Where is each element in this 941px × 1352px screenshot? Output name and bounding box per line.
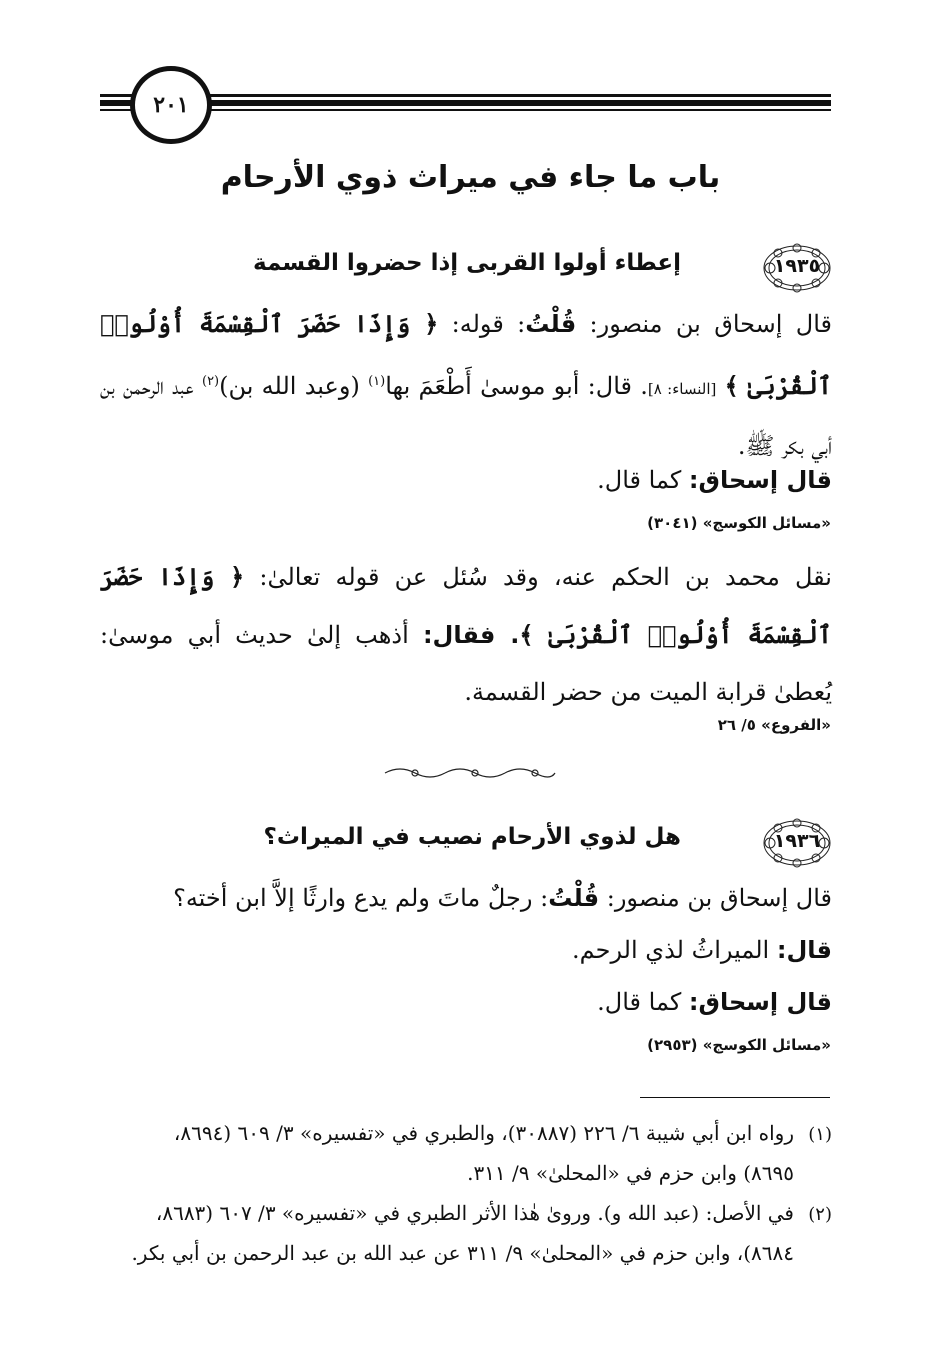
footnote-marker[interactable]: (١) bbox=[368, 374, 386, 389]
quran-quote: ﴿ وَإِذَا حَضَرَ ٱلْقِسْمَةَ أُوْلُوا۟ ٱلْقُرْبَىٰ ﴾ bbox=[100, 309, 832, 400]
speaker-label: قال إسحاق: bbox=[688, 466, 832, 494]
page-number: ٢٠١ bbox=[130, 66, 212, 144]
verse-reference: [النساء: ٨] bbox=[647, 380, 717, 398]
paragraph: قال إسحاق: كما قال. bbox=[597, 466, 832, 494]
footnote-number: (١) bbox=[808, 1124, 832, 1145]
section-heading: إعطاء أولوا القربى إذا حضروا القسمة bbox=[253, 250, 681, 276]
section-heading: هل لذوي الأرحام نصيب في الميراث؟ bbox=[263, 824, 681, 850]
entry-number: ١٩٣٥ bbox=[773, 255, 821, 277]
footnote: (٢)في الأصل: (عبد الله و). وروىٰ هٰذا الأثر الطبري في «تفسيره» ٣/ ٦٠٧ (٨٦٨٣، ٨٦٨٤)، وابن حزم في «المحلىٰ» ٩/ ٣١١ عن عبد الله بن عبد الرحمن بن أبي بكر. bbox=[100, 1194, 832, 1272]
speaker-label: . فقال: bbox=[422, 621, 520, 649]
entry-number-badge bbox=[762, 818, 832, 868]
section-divider-icon bbox=[380, 765, 560, 781]
footnote-number: (٢) bbox=[808, 1204, 832, 1225]
chapter-title: باب ما جاء في ميراث ذوي الأرحام bbox=[220, 160, 721, 195]
speaker-label: قال: bbox=[776, 936, 832, 964]
footnote-marker[interactable]: (٢) bbox=[201, 374, 220, 389]
paragraph: قال إسحاق: كما قال. bbox=[597, 988, 832, 1016]
entry-number: ١٩٣٦ bbox=[773, 830, 821, 852]
paragraph: قال: الميراثُ لذي الرحم. bbox=[572, 936, 832, 964]
source-citation: «مسائل الكوسج» (٢٩٥٣) bbox=[647, 1036, 831, 1054]
paragraph: نقل محمد بن الحكم عنه، وقد سُئل عن قوله تعالىٰ: ﴿ وَإِذَا حَضَرَ ٱلْقِسْمَةَ أُوْلُوا۟ ٱلْقُرْبَىٰ ﴾. فقال: أذهب إلىٰ حديث أبي موسىٰ: يُعطىٰ قرابة الميت من حضر القسمة. bbox=[100, 562, 832, 706]
source-citation: «الفروع» ٥/ ٢٦ bbox=[717, 716, 831, 734]
entry-number-badge bbox=[762, 243, 832, 293]
quran-quote: ﴿ وَإِذَا حَضَرَ ٱلْقِسْمَةَ أُوْلُوا۟ ٱلْقُرْبَىٰ ﴾ bbox=[100, 562, 832, 649]
footnote-separator bbox=[640, 1097, 830, 1098]
paragraph: قال إسحاق بن منصور: قُلْتُ: قوله: ﴿ وَإِذَا حَضَرَ ٱلْقِسْمَةَ أُوْلُوا۟ ٱلْقُرْبَىٰ ﴾ [النساء: ٨]. قال: أبو موسىٰ أَطْعَمَ بها$^{(١)}$ (وعبد الله بن)$^{(٢)}$ عبد الرحمن بن أبي بكر ﷺ. bbox=[100, 309, 832, 460]
source-citation: «مسائل الكوسج» (٣٠٤١) bbox=[647, 514, 831, 532]
paragraph: قال إسحاق بن منصور: قُلْتُ: رجلٌ ماتَ ولم يدع وارثًا إلاَّ ابن أخته؟ bbox=[173, 884, 832, 912]
footnote: (١)رواه ابن أبي شيبة ٦/ ٢٢٦ (٣٠٨٨٧)، والطبري في «تفسيره» ٣/ ٦٠٩ (٨٦٩٤، ٨٦٩٥) وابن حزم في «المحلىٰ» ٩/ ٣١١. bbox=[100, 1114, 832, 1192]
speaker-label: قال إسحاق: bbox=[688, 988, 832, 1016]
